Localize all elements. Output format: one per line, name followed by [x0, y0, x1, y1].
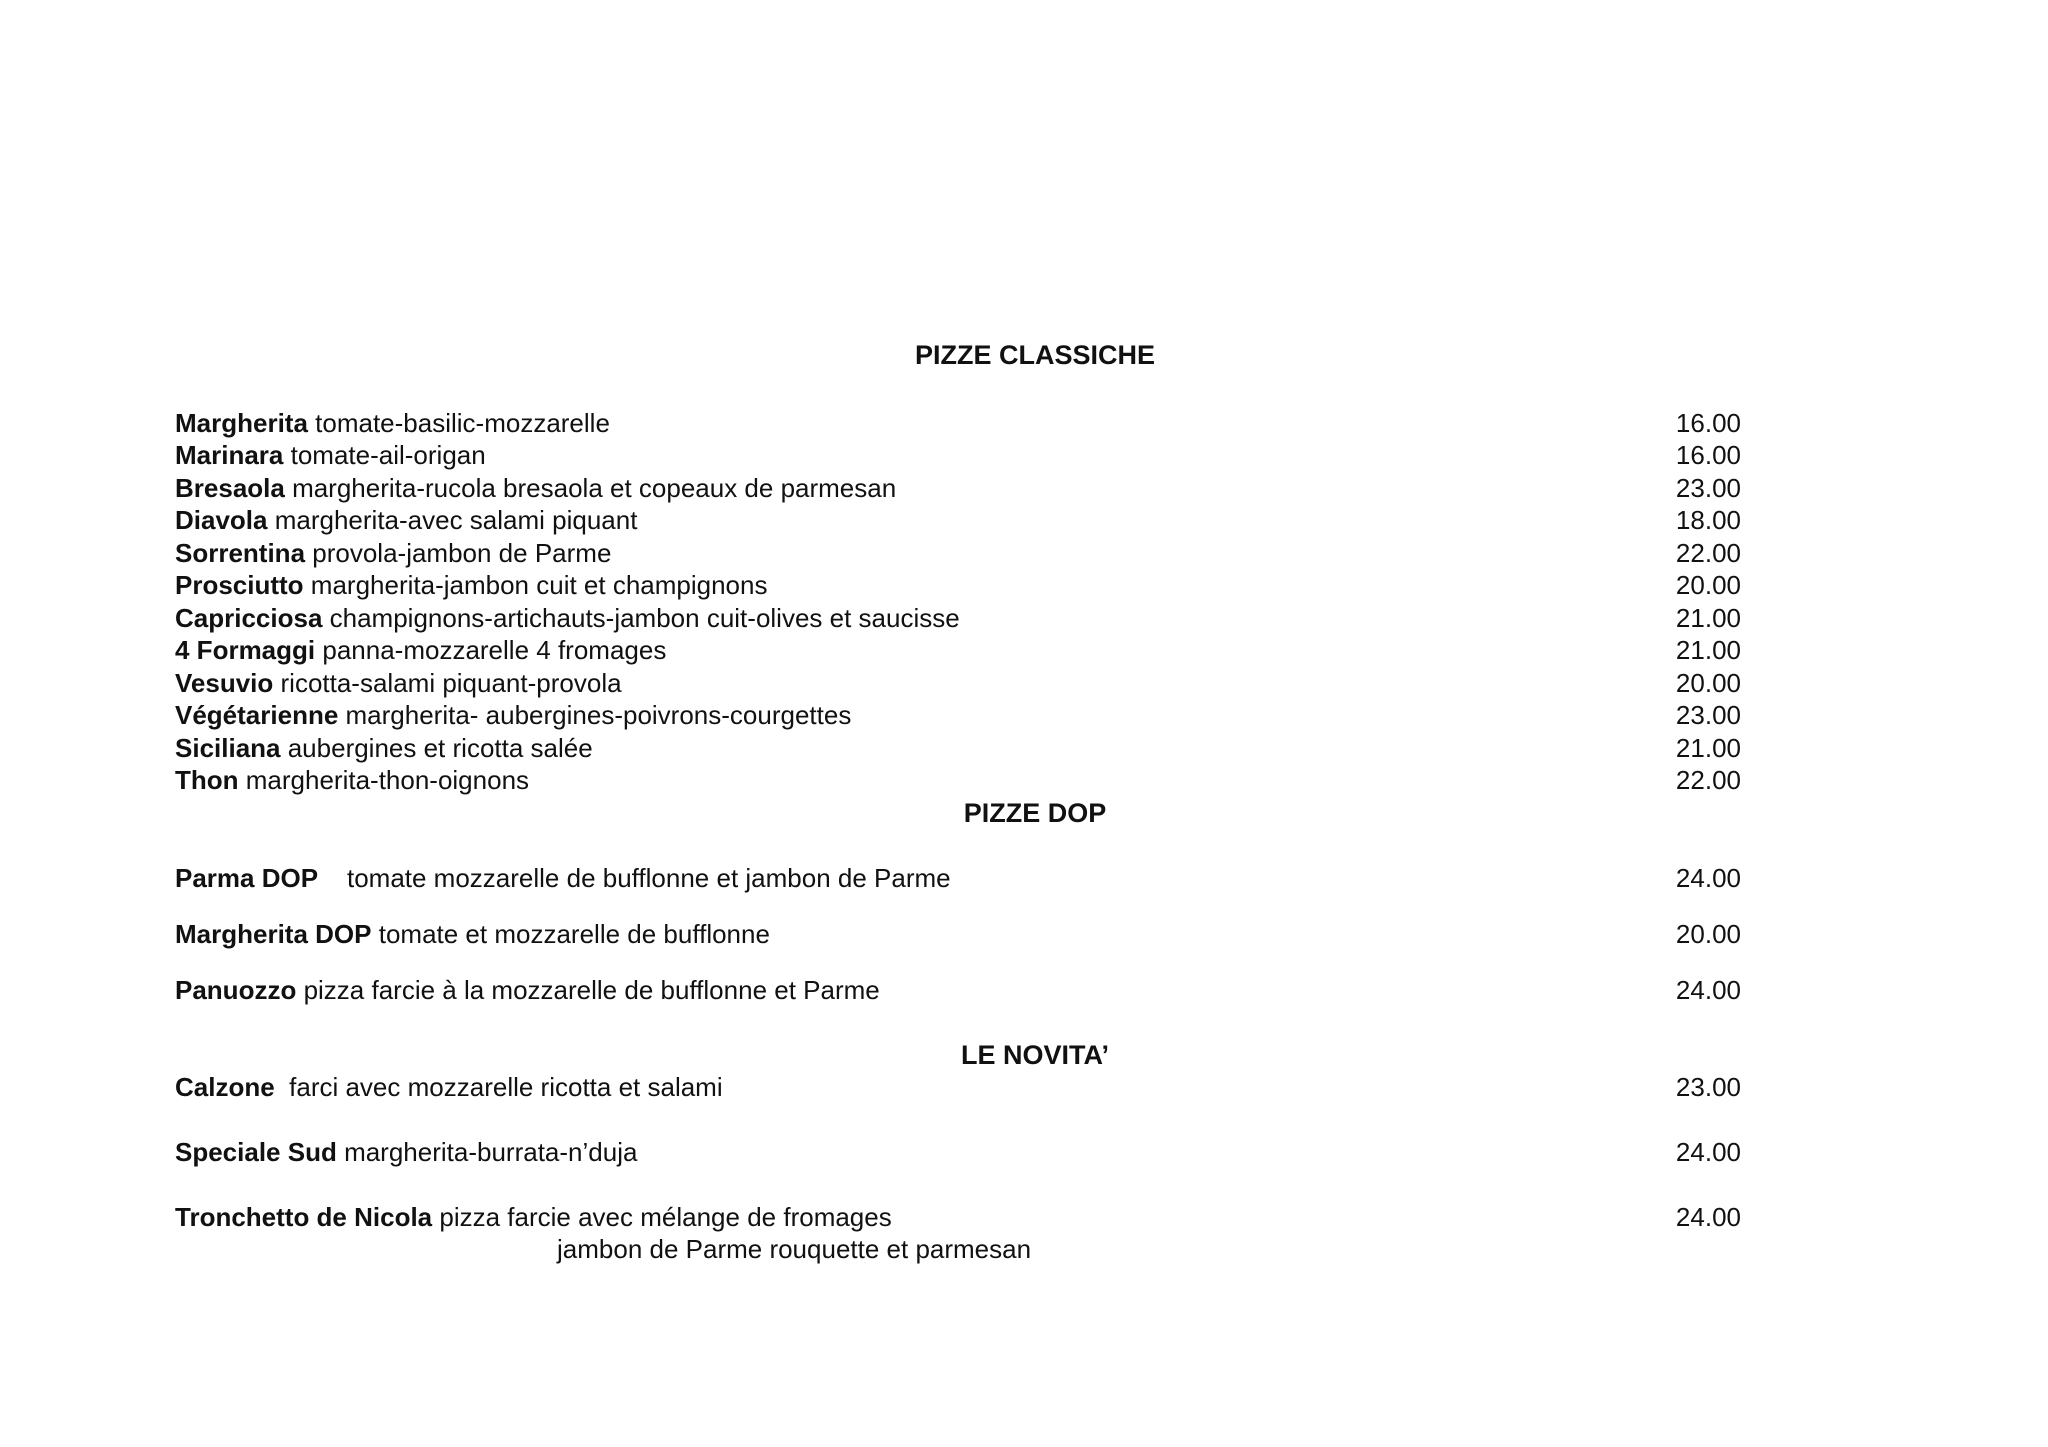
section-title-novita: LE NOVITA’	[960, 1040, 1109, 1070]
section-title-dop: PIZZE DOP	[963, 798, 1107, 828]
menu-item-speciale-sud	[175, 1136, 1741, 1168]
item-description: farci avec mozzarelle ricotta et salami	[274, 1072, 723, 1102]
item-description: tomate-ail-origan	[283, 440, 486, 470]
item-price: 21.00	[1675, 603, 1741, 633]
item-description: margherita-avec salami piquant	[267, 505, 638, 535]
menu-item-marinara	[175, 439, 1741, 471]
item-description: panna-mozzarelle 4 fromages	[315, 635, 667, 665]
section-title-classiche: PIZZE CLASSICHE	[914, 340, 1156, 370]
item-name: Parma DOP	[175, 863, 319, 893]
item-price: 22.00	[1675, 765, 1741, 795]
item-name: Vesuvio	[175, 668, 274, 698]
item-price: 21.00	[1675, 733, 1741, 763]
item-price: 16.00	[1675, 408, 1741, 438]
item-price: 24.00	[1675, 1202, 1741, 1232]
item-name: Prosciutto	[175, 570, 304, 600]
item-description: margherita-thon-oignons	[238, 765, 530, 795]
menu-item-parma-dop	[175, 862, 1741, 894]
item-description-continued: jambon de Parme rouquette et parmesan	[557, 1234, 1032, 1264]
item-name: Diavola	[175, 505, 268, 535]
item-name: Thon	[175, 765, 239, 795]
item-price: 18.00	[1675, 505, 1741, 535]
item-description: pizza farcie avec mélange de fromages	[432, 1202, 892, 1232]
menu-item-vegetarienne	[175, 699, 1741, 731]
menu-item-diavola	[175, 504, 1741, 536]
menu-item-margherita	[175, 407, 1741, 439]
item-name: 4 Formaggi	[175, 635, 316, 665]
item-description: champignons-artichauts-jambon cuit-olives et saucisse	[322, 603, 960, 633]
item-description: pizza farcie à la mozzarelle de bufflonne et Parme	[296, 975, 880, 1005]
item-price: 24.00	[1675, 863, 1741, 893]
item-description: margherita-jambon cuit et champignons	[303, 570, 768, 600]
menu-item-tronchetto-de-nicola	[175, 1201, 1741, 1233]
item-price: 16.00	[1675, 440, 1741, 470]
item-name: Margherita DOP	[175, 919, 372, 949]
menu-item-vesuvio	[175, 667, 1741, 699]
item-name: Marinara	[175, 440, 284, 470]
item-description: tomate-basilic-mozzarelle	[307, 408, 610, 438]
menu-item-prosciutto	[175, 569, 1741, 601]
menu-item-siciliana	[175, 732, 1741, 764]
item-price: 20.00	[1675, 570, 1741, 600]
menu-item-margherita-dop	[175, 918, 1741, 950]
item-name: Margherita	[175, 408, 308, 438]
menu-item-sorrentina	[175, 537, 1741, 569]
item-price: 23.00	[1675, 700, 1741, 730]
item-name: Tronchetto de Nicola	[175, 1202, 433, 1232]
item-name: Bresaola	[175, 473, 285, 503]
item-price: 21.00	[1675, 635, 1741, 665]
item-description: margherita-burrata-n’duja	[336, 1137, 638, 1167]
item-name: Végétarienne	[175, 700, 339, 730]
item-description: tomate mozzarelle de bufflonne et jambon de Parme	[318, 863, 951, 893]
item-description: tomate et mozzarelle de bufflonne	[371, 919, 770, 949]
item-description: aubergines et ricotta salée	[280, 733, 593, 763]
item-name: Siciliana	[175, 733, 281, 763]
item-price: 24.00	[1675, 1137, 1741, 1167]
item-description: margherita- aubergines-poivrons-courgettes	[338, 700, 852, 730]
menu-item-bresaola	[175, 472, 1741, 504]
menu-item-capricciosa	[175, 602, 1741, 634]
item-name: Sorrentina	[175, 538, 306, 568]
menu-item-thon	[175, 764, 1741, 796]
item-price: 24.00	[1675, 975, 1741, 1005]
item-price: 22.00	[1675, 538, 1741, 568]
item-name: Panuozzo	[175, 975, 297, 1005]
item-description: margherita-rucola bresaola et copeaux de parmesan	[284, 473, 897, 503]
item-price: 20.00	[1675, 668, 1741, 698]
item-price: 23.00	[1675, 1072, 1741, 1102]
menu-item-panuozzo	[175, 974, 1741, 1006]
item-price: 20.00	[1675, 919, 1741, 949]
item-price: 23.00	[1675, 473, 1741, 503]
item-name: Speciale Sud	[175, 1137, 337, 1167]
item-name: Capricciosa	[175, 603, 323, 633]
item-description: ricotta-salami piquant-provola	[273, 668, 622, 698]
menu-item-4-formaggi	[175, 634, 1741, 666]
item-description: provola-jambon de Parme	[305, 538, 612, 568]
menu-item-calzone	[175, 1071, 1741, 1103]
item-name: Calzone	[175, 1072, 275, 1102]
